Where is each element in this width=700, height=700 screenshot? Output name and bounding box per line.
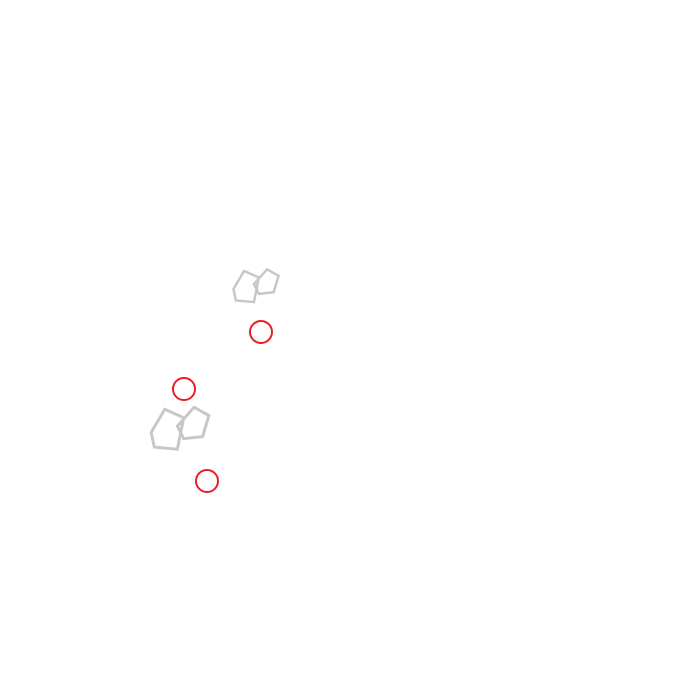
metall-profil-logo-icon: [151, 407, 209, 449]
watermark-3d: [233, 269, 278, 302]
profile-diagram-side-r: [196, 470, 218, 492]
metall-profil-logo-icon: [233, 269, 278, 302]
profile-diagram-side-ab: [173, 321, 272, 400]
side-a-marker: [173, 378, 195, 400]
watermark-diagram1: [151, 407, 209, 449]
side-r-marker: [196, 470, 218, 492]
side-b-marker: [250, 321, 272, 343]
